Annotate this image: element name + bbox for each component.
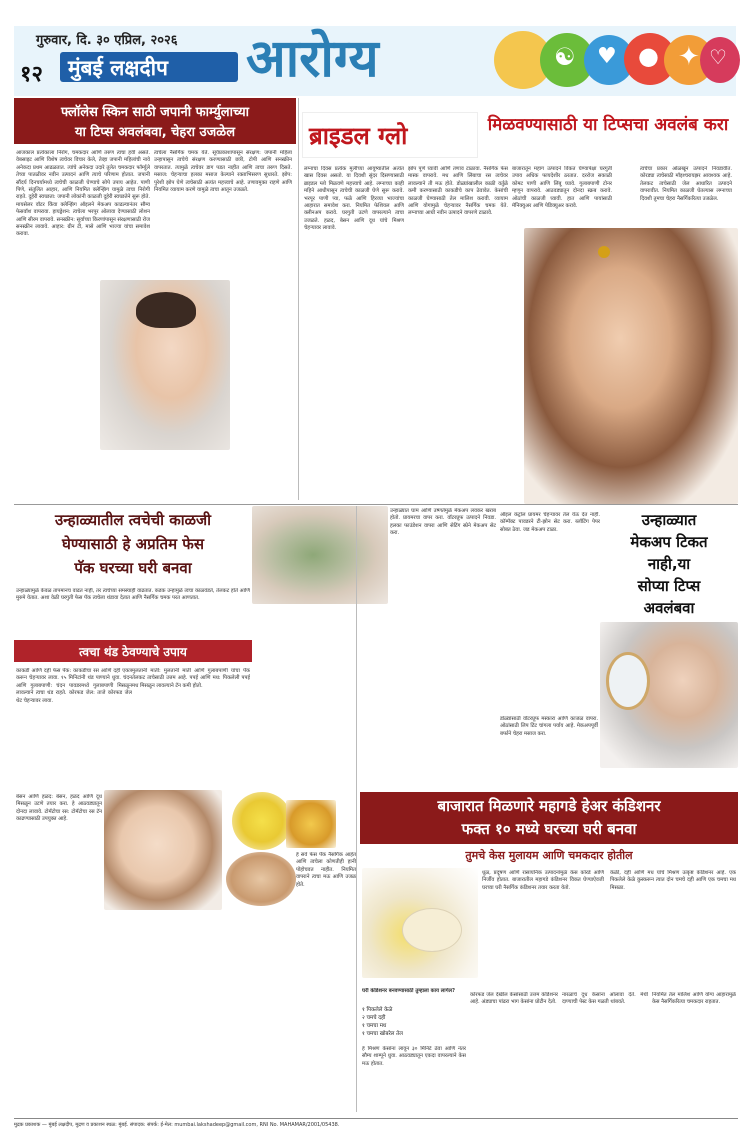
- bowl-icon: [402, 908, 462, 952]
- mirror-icon: [606, 652, 650, 710]
- bridal-title-box: [302, 112, 478, 158]
- bride-photo: [524, 228, 738, 504]
- hair-ingredient-list: [362, 1006, 466, 1046]
- footer-text: मुद्रक प्रकाशक — मुंबई लक्षदीप, मुद्रण व प्रकाशन स्थळ: मुंबई. संपादक: संपर्क: ई-मेल: mumbai.lakshadeep@gmail.com, RNI No. MAHAMAR/2001/05438.: [14, 1122, 340, 1128]
- facepack-intro: उन्हाळ्यामुळे केवळ तापमानच वाढत नाही, तर त्वचेच्या समस्याही वाढतात. कडक उन्हामुळे त्वचा काळवंडते, तेलकट होते आणि मुरुमे येतात. अशा वेळी घरगुती फेस पॅक त्वचेला थंडावा देतात आणि नैसर्गिक चमक परत आणतात.: [16, 588, 250, 602]
- section-title: आरोग्य: [246, 29, 379, 89]
- hand-heart-icon: ♥: [584, 35, 634, 85]
- jewelry-mark: [598, 246, 610, 258]
- japanese-skin-body-right-lower: [232, 284, 294, 490]
- divider-vertical-2: [356, 506, 357, 1112]
- bridal-col2: झोप पूर्ण घ्यावी आणि तणाव टाळावा. नैसर्गिक फेस मास्क वापरावे. मध आणि लिंबाचा रस त्वचेवर लावल्याने ती मऊ होते. डोळ्यांखालील काळी वर्तुळे कमी करण्यासाठी काकडीचे काप ठेवावेत. केसांची काळजी घेण्यासाठी तेल मालिश करावी. व्यायाम आणि योगामुळे चेहऱ्यावर नैसर्गिक चमक येते. लग्नाच्या आधी नवीन उत्पादने वापरणे टाळावे.: [408, 166, 508, 217]
- honey-photo: [286, 800, 336, 848]
- japanese-skin-title-2: या टिप्स अवलंबवा, चेहरा उजळेल: [74, 125, 236, 140]
- date-line: गुरुवार, दि. ३० एप्रिल, २०२६: [36, 33, 178, 48]
- yoga-icon: ☯: [540, 33, 594, 87]
- facepack-title-3: पॅक घरच्या घरी बनवा: [74, 559, 192, 577]
- page-number: १२: [20, 62, 43, 87]
- japanese-woman-photo: [100, 280, 230, 450]
- paper-name-box: [60, 52, 238, 82]
- hair-list-title: घरी कंडिशनर बनवण्यासाठी तुम्हाला काय लागेल?: [362, 988, 456, 994]
- footer: [14, 1118, 738, 1142]
- facepack-subhead-box: [14, 640, 252, 662]
- hair-col6: नियमित तेल मालिश आणि योग्य आहारामुळे केस नैसर्गिकरित्या चमकदार राहतात.: [652, 992, 736, 1006]
- divider-horizontal: [14, 504, 738, 505]
- japanese-skin-body: आजकाल प्रत्येकाला निरोग, चमकदार आणि तरुण त्वचा हवी असते. वेबसाइट आणि विशेष त्वचेवर विचार केले, तेव्हा जपानी महिलांची नावे अनेकदा प्रथम आढळतात. त्यांचे अनेकदा उदारे तुलेत चमकदार फॉर्म्युले तेच्या पातळीवर नवीन उत्पादनं आणि त्याचे परिणाम होतात. जपानी सौंदर्य दिनचर्यामध्ये त्वचेची काळजी घेण्याचे सोपे उपाय आहेत. पाणी पिणे, संतुलित आहार, आणि नियमित क्लेन्झिंग यामुळे त्वचा निरोगी राहते. दुहेरी स्वच्छता: जपानी लोकांनी काळजी दुहेरी स्वच्छतेने सुरू होते. मायसेलर वॉटर किंवा क्लेन्झिंग ऑइलने मेकअप काढल्यानंतर सौम्य फेसवॉश वापरावा. हायड्रेशन: त्वचेला भरपूर ओलावा देण्यासाठी लोशन आणि सीरम वापरावे. सनस्क्रीन: सूर्याच्या किरणांपासून संरक्षणासाठी रोज सनस्क्रीन लावावे. आहार: ग्रीन टी, मासे आणि भाज्या यांचा समावेश करावा.: [16, 150, 150, 238]
- japanese-skin-header: [14, 98, 296, 144]
- apple-icon: ●: [624, 33, 676, 85]
- cream-bowl-photo: [226, 852, 296, 906]
- divider-vertical: [298, 98, 299, 500]
- heartbeat-icon: ♡: [700, 37, 740, 83]
- bridal-col1: लग्नाचा दिवस प्रत्येक मुलीच्या आयुष्यातील अत्यंत खास दिवस असतो. या दिवशी सुंदर दिसण्यासाठी ब्राइडल ग्लो मिळवणे महत्त्वाचे आहे. लग्नाच्या काही महिने आधीपासून त्वचेची काळजी घेणे सुरू करावे. भरपूर पाणी प्या, फळे आणि हिरव्या भाज्यांचा आहारात समावेश करा. नियमित फेशियल आणि क्लीनअप करावे. घरगुती उटणे वापरल्याने त्वचा उजळते. हळद, बेसन आणि दूध यांचे मिश्रण चेहऱ्यावर लावावे.: [304, 166, 404, 232]
- makeup-title-box: [600, 506, 738, 618]
- hair-title-1: बाजारात मिळणारे महागडे हेअर कंडिशनर: [437, 797, 661, 815]
- hair-bun: [136, 292, 196, 328]
- ingredient-item: १ चमचा खोबरेल तेल: [362, 1031, 403, 1037]
- facepack-col4: हे सर्व फेस पॅक नैसर्गिक आहेत आणि त्वचेला कोणतीही हानी पोहोचवत नाहीत. नियमित वापराने त्वचा मऊ आणि उजळ होते.: [296, 852, 356, 888]
- bridal-col4: त्वचेचा प्रकार ओळखून उत्पादने निवडावीत. कोरड्या त्वचेसाठी मॉइश्चरायझर आवश्यक आहे. तेलकट त्वचेसाठी जेल आधारित उत्पादने वापरावीत. नियमित काळजी घेतल्यास लग्नाच्या दिवशी तुमचा चेहरा नैसर्गिकरित्या उजळेल.: [640, 166, 732, 202]
- makeup-title-3: नाही,या: [647, 555, 691, 573]
- hair-col1: धूळ, प्रदूषण आणि रासायनिक उत्पादनांमुळे केस कोरडे आणि निर्जीव होतात. बाजारातील महागडे कंडिशनर विकत घेण्याऐवजी घरच्या घरी नैसर्गिक कंडिशनर तयार करता येतो.: [482, 870, 604, 891]
- facepack-subhead: त्वचा थंड ठेवण्याचे उपाय: [79, 645, 187, 659]
- facepack-body-lower: [16, 938, 346, 1108]
- makeup-title-4: सोप्या टिप्स: [637, 577, 701, 595]
- makeup-title-1: उन्हाळ्यात: [641, 511, 697, 529]
- bridal-title-b: मिळवण्यासाठी या टिप्सचा अवलंब करा: [487, 115, 729, 135]
- ingredient-item: २ चमचे दही: [362, 1015, 386, 1021]
- hair-col4: कोरफड जेल देखील केसांसाठी उत्तम कंडिशनर आहे. अंड्याचा पांढरा भाग केसांना प्रोटीन देतो.: [470, 992, 558, 1006]
- banana-conditioner-photo: [362, 868, 478, 978]
- makeup-col3: डोळ्यांसाठी वॉटरप्रूफ मस्कारा आणि काजळ वापरा. ओठांसाठी लिप टिंट चांगला पर्याय आहे. मेकअपपूर्वी बर्फाने चेहरा मसाज करा.: [500, 716, 598, 737]
- hair-subtitle: तुमचे केस मुलायम आणि चमकदार होतील: [465, 849, 633, 862]
- person-icon: ✦: [664, 35, 714, 85]
- hair-header: [360, 792, 738, 844]
- facepack-col3: बेसन आणि हळद: बेसन, हळद आणि दूध मिसळून उटणे तयार करा. हे आठवड्यातून दोनदा लावावे. टोमॅटोचा रस: टोमॅटोचा रस टॅन काढण्यासाठी उपयुक्त आहे.: [16, 794, 102, 823]
- bridal-col3: बाजारातून महाग उत्पादने विकत घेण्यापेक्षा घरगुती उपाय अधिक फायदेशीर ठरतात. दररोज सकाळी कोमट पाणी आणि लिंबू घ्यावे. गुलाबपाणी टोनर म्हणून वापरावे. आठवड्यातून दोनदा स्क्रब करावे. ओठांची काळजी घ्यावी. हात आणि पायांसाठी मॅनिक्युअर आणि पेडिक्युअर करावे.: [512, 166, 612, 210]
- masthead: [14, 26, 736, 96]
- lemon-photo: [232, 792, 292, 850]
- facepack-col1: काकडी आणि दही फेस पॅक: काकडीचा रस आणि दही एकत्र करून चेहऱ्यावर लावा. १५ मिनिटांनी थंड पाण्याने धुवा. चंदन आणि गुलाबपाणी: चंदन पावडरमध्ये गुलाबपाणी मिसळून लावल्याने त्वचा थंड राहते. कोरफड जेल: ताजे कोरफड जेल थेट चेहऱ्यावर लावा.: [16, 668, 132, 704]
- makeup-col1: उन्हाळ्यात घाम आणि उष्णतेमुळे मेकअप लवकर खराब होतो. प्रायमरचा वापर करा. वॉटरप्रूफ उत्पादने निवडा. हलका फाउंडेशन वापरा आणि सेटिंग स्प्रेने मेकअप सेट करा.: [390, 508, 496, 537]
- ingredient-item: १ चमचा मध: [362, 1023, 387, 1029]
- facepack-title-box: [14, 508, 252, 584]
- facepack-col2: मुलतानी माती: मुलतानी माती आणि गुलाबपाणी यांचा पॅक तेलकट त्वचेसाठी उत्तम आहे. पपई आणि मध: पिकलेली पपई मध मिसळून लावल्याने टॅन कमी होतो.: [132, 668, 250, 689]
- health-icons: [494, 29, 734, 93]
- facepack-title-1: उन्हाळ्यातील त्वचेची काळजी: [54, 511, 212, 529]
- makeup-mirror-photo: [600, 622, 738, 768]
- makeup-title-5: अवलंबवा: [643, 599, 695, 617]
- ingredient-item: १ पिकलेले केळे: [362, 1007, 393, 1013]
- facepack-photo: [252, 506, 388, 604]
- paper-name: मुंबई लक्षदीप: [68, 56, 168, 80]
- bridal-title-a: ब्राइडल ग्लो: [309, 122, 408, 150]
- japanese-skin-body-left-lower: [16, 284, 98, 490]
- hair-col2: केळी, दही आणि मध यांचे मिश्रण उत्कृष्ट कंडिशनर आहे. एक पिकलेले केळे कुस्करून त्यात दोन चमचे दही आणि एक चमचा मध मिसळा.: [610, 870, 736, 891]
- japanese-skin-title-1: फ्लॉलेस स्किन साठी जपानी फार्म्युलाच्या: [60, 105, 250, 120]
- facepack-title-2: घेण्यासाठी हे अप्रतिम फेस: [62, 535, 204, 553]
- makeup-col2: ऑइल कंट्रोल प्रायमर चेहऱ्यावर तेल येऊ देत नाही. कॉम्पॅक्ट पावडरने टी-झोन सेट करा. ब्लॉटिंग पेपर सोबत ठेवा. जड मेकअप टाळा.: [500, 512, 600, 533]
- hair-col5: नारळाचे दूध केसांना ओलावा देते. मेथी दाण्याची पेस्ट केस गळती थांबवते.: [562, 992, 648, 1006]
- makeup-title-2: मेकअप टिकत: [630, 533, 708, 551]
- japanese-skin-body-col2: त्वचेला नैसर्गिक चमक येते. सूर्यप्रकाशापासून संरक्षण: जपानी महिला उन्हापासून त्वचेचे संरक्षण करण्यासाठी छत्री, टोपी आणि सनस्क्रीन वापरतात. त्यामुळे त्वचेवर डाग पडत नाहीत आणि त्वचा तरुण दिसते. मसाज: चेहऱ्याचा हलका मसाज केल्याने रक्ताभिसरण सुधारते. झोप: पुरेशी झोप घेणे त्वचेसाठी अत्यंत महत्त्वाचे आहे. तणावमुक्त राहणे आणि नियमित व्यायाम करणे यामुळे त्वचा आतून उजळते.: [154, 150, 292, 194]
- hair-title-2: फक्त १० मध्ये घरच्या घरी बनवा: [461, 820, 637, 838]
- hair-col3: हे मिश्रण केसांना लावून ३० मिनिटे ठेवा आणि नंतर सौम्य शाम्पूने धुवा. आठवड्यातून एकदा वापरल्याने केस मऊ होतात.: [362, 1046, 466, 1067]
- woman-face-photo: [104, 790, 222, 910]
